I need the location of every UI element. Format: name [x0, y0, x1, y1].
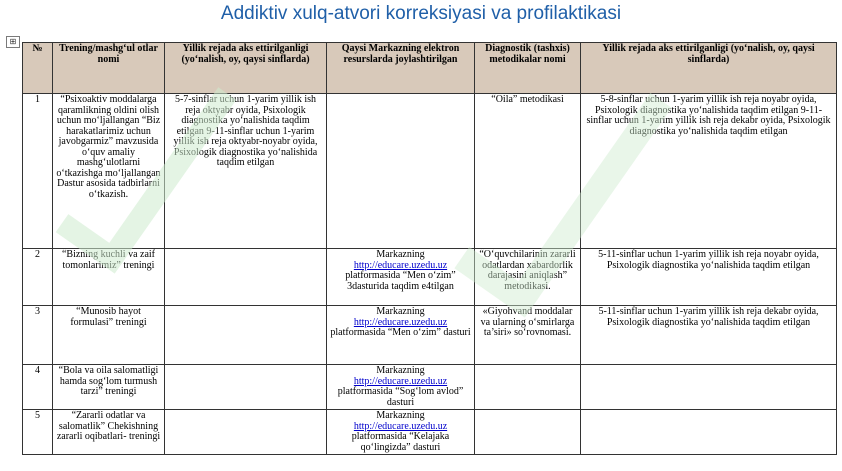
- resource-link[interactable]: http://educare.uzedu.uz: [353, 259, 448, 271]
- training-name: “Psixoaktiv moddalarga qaramlikning oldini olish uchun mo‘ljallangan “Biz harakatlarimiz uchun javobgarmiz” mavzusida o‘quv amaliy mashg‘ulotlarni o‘tkazishga mo‘ljallangan Dastur asosida tadbirlarni o‘tkazish.: [53, 94, 165, 249]
- training-name: “Zararli odatlar va salomatlik” Chekishning zararli oqibatlari- treningi: [53, 410, 165, 455]
- training-name: “Munosib hayot formulasi” treningi: [53, 306, 165, 365]
- resource-platform-text: platformasida “Men o‘zim” 3dasturida taqdim e4tilgan: [345, 270, 456, 292]
- diagnostic-method: [475, 410, 581, 455]
- annual-plan-2: [581, 410, 837, 455]
- header-annual-plan-2: Yillik rejada aks ettirilganligi (yo‘nalish, oy, qaysi sinflarda): [581, 43, 837, 94]
- row-number: 1: [23, 94, 53, 249]
- row-number: 2: [23, 249, 53, 306]
- resource-center-label: Markazning: [376, 249, 425, 260]
- electronic-resource: [327, 306, 475, 365]
- page-title: Addiktiv xulq-atvori korreksiyasi va profilaktikasi: [220, 3, 622, 24]
- header-training-name: Trening/mashg‘ul otlar nomi: [53, 43, 165, 94]
- resource-center-label: Markazning: [376, 410, 425, 421]
- diagnostic-method: “Oila” metodikasi: [475, 94, 581, 249]
- diagnostic-method: [475, 365, 581, 410]
- row-number: 3: [23, 306, 53, 365]
- resource-link[interactable]: http://educare.uzedu.uz: [353, 316, 448, 328]
- annual-plan-2: [581, 365, 837, 410]
- annual-plan: [165, 365, 327, 410]
- table-row: [23, 249, 837, 306]
- table-move-handle-icon[interactable]: ⊞: [6, 36, 20, 48]
- electronic-resource: [327, 410, 475, 455]
- annual-plan-2: 5-11-sinflar uchun 1-yarim yillik ish reja dekabr oyida, Psixologik diagnostika yo‘nalishida taqdim etilgan: [581, 306, 837, 365]
- diagnostic-method: “O‘quvchilarinin zararli odatlardan xabardorlik darajasini aniqlash” metodikasi.: [475, 249, 581, 306]
- electronic-resource: [327, 249, 475, 306]
- annual-plan-2: 5-11-sinflar uchun 1-yarim yillik ish reja noyabr oyida, Psixologik diagnostika yo‘nalishida taqdim etilgan: [581, 249, 837, 306]
- resource-platform-text: platformasida “Men o‘zim” dasturi: [330, 327, 471, 338]
- training-name: “Bola va oila salomatligi hamda sog‘lom turmush tarzi” treningi: [53, 365, 165, 410]
- header-annual-plan: Yillik rejada aks ettirilganligi (yo‘nalish, oy, qaysi sinflarda): [165, 43, 327, 94]
- resource-platform-text: platformasida “Sog‘lom avlod” dasturi: [337, 386, 464, 408]
- annual-plan: [165, 410, 327, 455]
- row-number: 5: [23, 410, 53, 455]
- resource-center-label: Markazning: [376, 365, 425, 376]
- table-row: [23, 306, 837, 365]
- header-diagnostic-methods: Diagnostik (tashxis) metodikalar nomi: [475, 43, 581, 94]
- resource-link[interactable]: http://educare.uzedu.uz: [353, 375, 448, 387]
- resource-platform-text: platformasida “Kelajaka qo‘lingizda” dasturi: [351, 431, 450, 453]
- table-row: [23, 365, 837, 410]
- resource-center-label: Markazning: [376, 306, 425, 317]
- header-electronic-resource: Qaysi Markazning elektron resurslarda joylashtirilgan: [327, 43, 475, 94]
- electronic-resource: [327, 94, 475, 249]
- resource-link[interactable]: http://educare.uzedu.uz: [353, 420, 448, 432]
- diagnostic-method: «Giyohvand moddalar va ularning o‘smirlarga ta’siri» so‘rovnomasi.: [475, 306, 581, 365]
- table-header-row: [23, 43, 837, 94]
- annual-plan: 5-7-sinflar uchun 1-yarim yillik ish reja oktyabr oyida, Psixologik diagnostika yo‘nalishida taqdim etilgan 9-11-sinflar uchun 1-yarim yillik ish reja oktyabr-noyabr oyida, Psixologik diagnostika yo‘nalishida taqdim etilgan: [165, 94, 327, 249]
- annual-plan: [165, 306, 327, 365]
- program-table: [22, 42, 837, 455]
- training-name: “Bizning kuchli va zaif tomonlarimiz” treningi: [53, 249, 165, 306]
- table-row: [23, 94, 837, 249]
- annual-plan: [165, 249, 327, 306]
- row-number: 4: [23, 365, 53, 410]
- annual-plan-2: 5-8-sinflar uchun 1-yarim yillik ish reja noyabr oyida, Psixologik diagnostika yo‘nalishida taqdim etilgan 9-11-sinflar uchun 1-yarim yillik ish reja dekabr oyida, Psixologik diagnostika yo‘nalishida taqdim etilgan: [581, 94, 837, 249]
- header-number: №: [23, 43, 53, 94]
- electronic-resource: [327, 365, 475, 410]
- table-row: [23, 410, 837, 455]
